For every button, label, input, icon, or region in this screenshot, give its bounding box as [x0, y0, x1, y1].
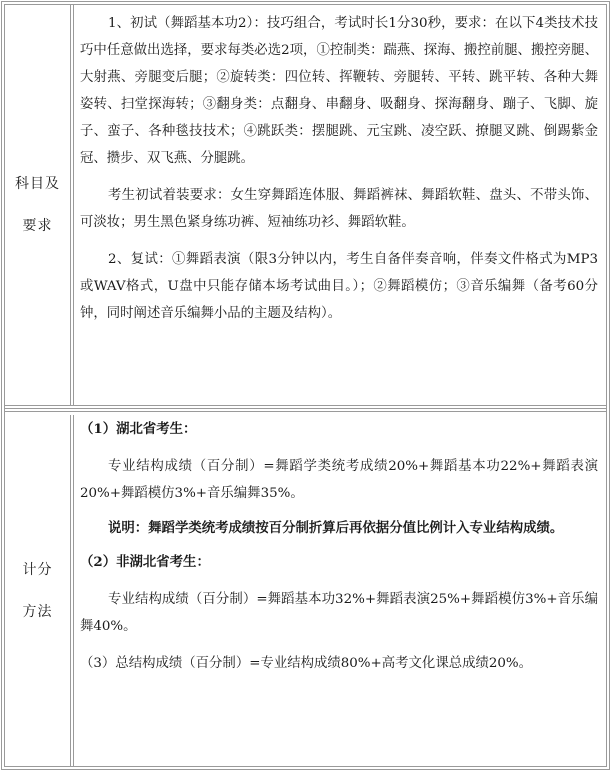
row-label-line: 计分 [22, 561, 53, 578]
total-score-formula: （3）总结构成绩（百分制）=专业结构成绩80%+高考文化课总成绩20%。 [80, 656, 533, 671]
scoring-content-cell [76, 415, 602, 766]
row-label-line: 方法 [22, 603, 53, 620]
requirements-table [1, 1, 610, 770]
table-row-scoring [5, 415, 606, 766]
table-row-subjects [5, 5, 606, 405]
second-exam-paragraph: 2、复试：①舞蹈表演（限3分钟以内，考生自备伴奏音响，伴奏文件格式为MP3或WAV格式，U盘中只能存储本场考试曲目。）；②舞蹈模仿；③音乐编舞（备考60分钟，同时阐述音乐编舞小品的主题及结构）。 [80, 252, 598, 321]
hubei-score-note: 说明：舞蹈学类统考成绩按百分制折算后再依据分值比例计入专业结构成绩。 [108, 520, 564, 536]
table-inner-frame [4, 4, 607, 767]
non-hubei-score-formula: 专业结构成绩（百分制）=舞蹈基本功32%+舞蹈表演25%+舞蹈模仿3%+音乐编舞40%。 [80, 592, 598, 634]
dress-code-paragraph: 考生初试着装要求：女生穿舞蹈连体服、舞蹈裤袜、舞蹈软鞋、盘头、不带头饰、可淡妆；男生黑色紧身练功裤、短袖练功衫、舞蹈软鞋。 [80, 188, 598, 230]
row-label-line: 科目及 [15, 176, 60, 192]
hubei-candidates-heading: （1）湖北省考生： [80, 421, 197, 437]
column-divider [70, 5, 74, 405]
row-divider [5, 405, 606, 409]
non-hubei-candidates-heading: （2）非湖北省考生： [80, 554, 210, 570]
hubei-score-formula: 专业结构成绩（百分制）=舞蹈学类统考成绩20%+舞蹈基本功22%+舞蹈表演20%+舞蹈模仿3%+音乐编舞35%。 [80, 459, 598, 501]
preliminary-exam-paragraph: 1、初试（舞蹈基本功2）：技巧组合，考试时长1分30秒，要求：在以下4类技术技巧中任意做出选择，要求每类必选2项，①控制类：踹燕、探海、搬控前腿、搬控旁腿、大射燕、旁腿变后腿；②旋转类：四位转、挥鞭转、旁腿转、平转、跳平转、各种大舞姿转、扫堂探海转；③翻身类：点翻身、串翻身、吸翻身、探海翻身、蹦子、飞脚、旋子、蛮子、各种毯技技术；④跳跃类：摆腿跳、元宝跳、凌空跃、撩腿叉跳、倒踢紫金冠、攒步、双飞燕、分腿跳。 [80, 16, 598, 166]
row-label-line: 要求 [22, 218, 53, 234]
row-label-scoring [5, 415, 70, 766]
subjects-content-cell [76, 5, 602, 405]
column-divider [70, 415, 74, 766]
row-label-subjects [5, 5, 70, 405]
